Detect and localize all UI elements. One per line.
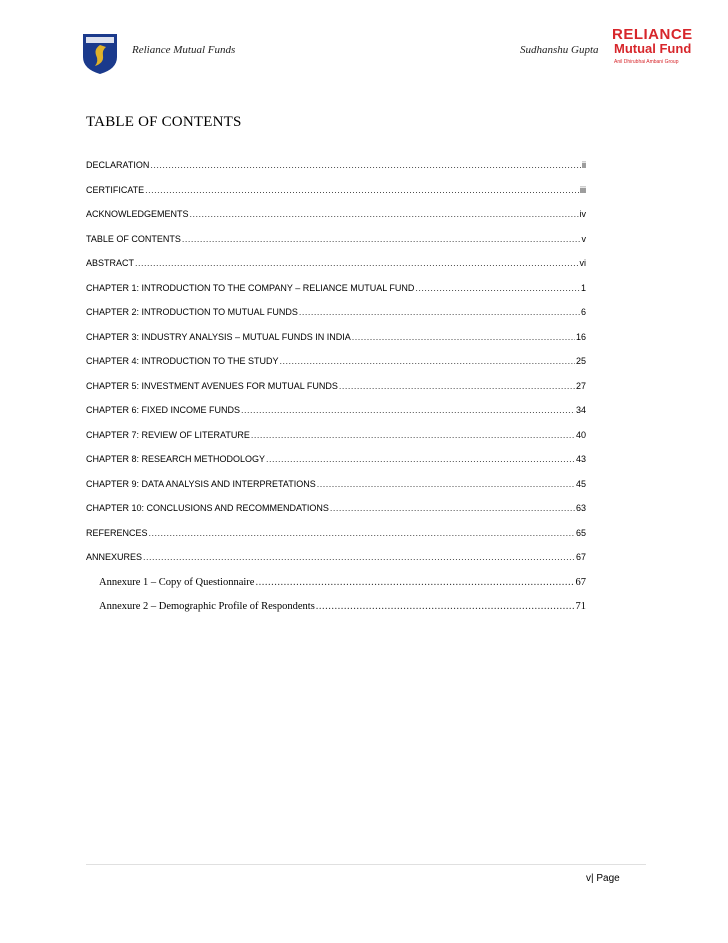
toc-entry[interactable] [86,381,586,406]
toc-entry-page: 65 [575,527,586,538]
toc-dot-leader [143,552,575,562]
toc-entry-page: v [581,233,586,244]
toc-dot-leader [330,503,575,513]
toc-dot-leader [352,332,575,342]
toc-dot-leader [150,160,581,170]
toc-dot-leader [145,185,579,195]
page-number: v| Page [586,873,620,884]
toc-entry-page: 34 [575,405,586,415]
toc-entry-label: CHAPTER 8: RESEARCH METHODOLOGY [86,454,266,464]
toc-entry[interactable] [86,503,586,528]
toc-entry[interactable] [86,283,586,308]
toc-dot-leader [339,381,575,391]
toc-entry[interactable] [86,356,586,381]
toc-entry-label: REFERENCES [86,527,148,538]
toc-entry-label: ACKNOWLEDGEMENTS [86,209,189,219]
toc-dot-leader [317,479,575,489]
toc-dot-leader [182,234,581,244]
toc-entry-page: 6 [580,307,586,317]
page-header [0,0,728,90]
toc-entry[interactable] [86,185,586,210]
toc-entry-label: Annexure 2 – Demographic Profile of Respondents [99,601,315,612]
toc-entry-page: 25 [575,356,586,366]
toc-dot-leader [299,307,580,317]
toc-entry-page: 63 [575,503,586,513]
toc-dot-leader [280,356,575,366]
toc-dot-leader [415,283,580,293]
brand-tagline: Anil Dhirubhai Ambani Group [614,59,679,65]
toc-entry[interactable] [86,307,586,332]
toc-entry-label: CHAPTER 1: INTRODUCTION TO THE COMPANY – RELIANCE MUTUAL FUND [86,282,415,293]
toc-entry-label: CHAPTER 2: INTRODUCTION TO MUTUAL FUNDS [86,307,298,317]
toc-entry[interactable] [86,430,586,455]
toc-entry-page: 67 [575,576,586,588]
brand-subtitle: Mutual Fund [614,41,692,56]
toc-subentry[interactable] [86,601,586,626]
toc-dot-leader [251,430,575,440]
toc-dot-leader [149,528,575,538]
toc-entry-page: 40 [575,429,586,440]
toc-dot-leader [190,209,579,219]
toc-entry-page: vi [579,258,586,268]
toc-entry[interactable] [86,479,586,504]
toc-entry-label: CHAPTER 5: INVESTMENT AVENUES FOR MUTUAL FUNDS [86,380,338,391]
toc-entry-label: CHAPTER 7: REVIEW OF LITERATURE [86,429,250,440]
toc-entry-page: 27 [575,380,586,391]
toc-entry-label: CHAPTER 10: CONCLUSIONS AND RECOMMENDATIONS [86,503,329,513]
toc-entry-page: 67 [575,552,586,562]
toc-entry-page: 45 [575,478,586,489]
toc-dot-leader [266,454,575,464]
toc-dot-leader [135,258,578,268]
page-title: TABLE OF CONTENTS [86,114,242,130]
toc-entry-page: 16 [575,331,586,342]
brand-name: RELIANCE [612,26,693,43]
toc-entry-label: CHAPTER 9: DATA ANALYSIS AND INTERPRETATIONS [86,478,316,489]
toc-entry-page: ii [582,160,586,170]
toc-entry-label: CERTIFICATE [86,184,145,195]
toc-entry-page: 71 [575,601,586,612]
toc-entry-label: Annexure 1 – Copy of Questionnaire [99,576,255,588]
toc-entry-label: CHAPTER 4: INTRODUCTION TO THE STUDY [86,356,279,366]
toc-entry-page: iv [579,209,586,219]
university-crest-icon [80,31,120,75]
toc-entry[interactable] [86,209,586,234]
footer-divider [86,864,646,865]
reliance-logo [612,26,708,72]
toc-entry[interactable] [86,454,586,479]
header-right-text: Sudhanshu Gupta [520,44,599,56]
toc-entry[interactable] [86,258,586,283]
toc-entry-page: iii [580,184,586,195]
toc-dot-leader [255,577,574,588]
toc-entry[interactable] [86,405,586,430]
toc-subentry[interactable] [86,577,586,602]
toc-entry[interactable] [86,552,586,577]
toc-dot-leader [241,405,575,415]
toc-entry[interactable] [86,160,586,185]
toc-entry[interactable] [86,528,586,553]
toc-entry-page: 1 [580,282,586,293]
toc-entry-label: CHAPTER 3: INDUSTRY ANALYSIS – MUTUAL FUNDS IN INDIA [86,331,351,342]
header-left-text: Reliance Mutual Funds [132,44,236,56]
toc-entry-page: 43 [575,454,586,464]
table-of-contents [86,160,586,626]
toc-entry[interactable] [86,332,586,357]
toc-entry-label: CHAPTER 6: FIXED INCOME FUNDS [86,405,241,415]
toc-dot-leader [316,601,575,612]
toc-entry-label: ANNEXURES [86,552,143,562]
toc-entry-label: ABSTRACT [86,258,135,268]
toc-entry-label: DECLARATION [86,160,150,170]
toc-entry-label: TABLE OF CONTENTS [86,233,181,244]
toc-entry[interactable] [86,234,586,259]
